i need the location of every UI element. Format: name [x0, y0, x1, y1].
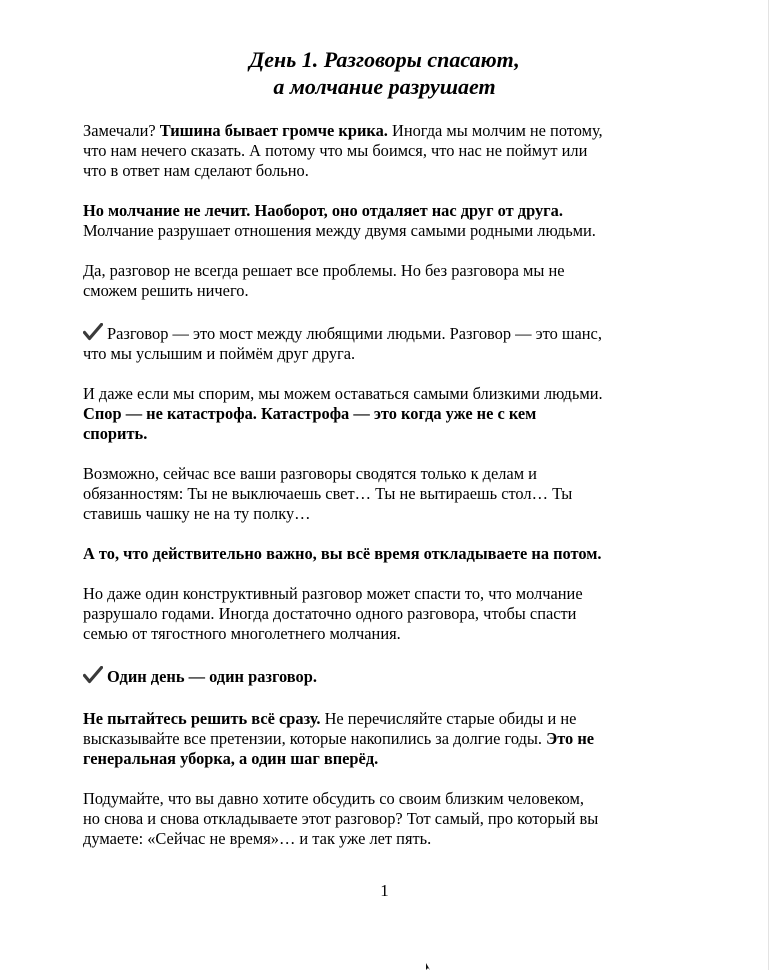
paragraph-2	[83, 201, 683, 241]
text-run: Замечали?	[83, 121, 160, 140]
paragraph-line: Но даже один конструктивный разговор может спасти то, что молчание	[83, 584, 583, 603]
paragraph-line	[83, 323, 683, 344]
paragraph-line	[83, 709, 683, 729]
paragraph-line	[83, 121, 683, 141]
page-title	[0, 46, 769, 100]
paragraph-line: разрушало годами. Иногда достаточно одного разговора, чтобы спасти	[83, 604, 577, 623]
paragraph-line: что мы услышим и поймём друг друга.	[83, 344, 356, 363]
paragraph-line: И даже если мы спорим, мы можем оставаться самыми близкими людьми.	[83, 384, 603, 403]
paragraph-line: Возможно, сейчас все ваши разговоры сводятся только к делам и	[83, 464, 537, 483]
text-run: Разговор — это мост между любящими людьми. Разговор — это шанс,	[107, 324, 602, 343]
cursor-tip-icon	[424, 963, 432, 970]
text-run: Не перечисляйте старые обиды и не	[320, 709, 577, 728]
document-body	[83, 121, 683, 849]
bold-text-run: Тишина бывает громче крика.	[159, 121, 388, 140]
paragraph-11	[83, 789, 683, 849]
paragraph-line: но снова и снова откладываете этот разговор? Тот самый, про который вы	[83, 809, 599, 828]
bold-paragraph-line: Но молчание не лечит. Наоборот, оно отдаляет нас друг от друга.	[83, 201, 563, 220]
bold-text-run: Один день — один разговор.	[107, 667, 317, 686]
title-line-1: День 1. Разговоры спасают,	[249, 47, 520, 72]
paragraph-line: что в ответ нам сделают больно.	[83, 161, 309, 180]
checkmark-icon	[83, 323, 103, 341]
text-run: Иногда мы молчим не потому,	[387, 121, 603, 140]
paragraph-7	[83, 544, 683, 564]
paragraph-line	[83, 729, 683, 749]
paragraph-4	[83, 323, 683, 364]
text-run: высказывайте все претензии, которые накопились за долгие годы.	[83, 729, 547, 748]
paragraph-line: обязанностям: Ты не выключаешь свет… Ты не вытираешь стол… Ты	[83, 484, 573, 503]
paragraph-8	[83, 584, 683, 644]
bold-paragraph-line: генеральная уборка, а один шаг вперёд.	[83, 749, 379, 768]
paragraph-5	[83, 384, 683, 444]
title-line-2: а молчание разрушает	[273, 74, 496, 99]
paragraph-line: что нам нечего сказать. А потому что мы боимся, что нас не поймут или	[83, 141, 588, 160]
bold-text-run: Это не	[546, 729, 595, 748]
paragraph-line: Подумайте, что вы давно хотите обсудить со своим близким человеком,	[83, 789, 584, 808]
paragraph-6	[83, 464, 683, 524]
paragraph-line: Молчание разрушает отношения между двумя самыми родными людьми.	[83, 221, 596, 240]
bold-paragraph-line: Спор — не катастрофа. Катастрофа — это когда уже не с кем	[83, 404, 537, 423]
paragraph-10	[83, 709, 683, 769]
paragraph-1	[83, 121, 683, 181]
checkmark-icon	[83, 666, 103, 684]
paragraph-line: ставишь чашку не на ту полку…	[83, 504, 311, 523]
paragraph-line: сможем решить ничего.	[83, 281, 249, 300]
paragraph-line: думаете: «Сейчас не время»… и так уже лет пять.	[83, 829, 432, 848]
paragraph-line	[83, 666, 683, 687]
page-number: 1	[380, 881, 389, 900]
paragraph-3	[83, 261, 683, 301]
bold-paragraph-line: спорить.	[83, 424, 148, 443]
bold-text-run: Не пытайтесь решить всё сразу.	[83, 709, 321, 728]
paragraph-line: Да, разговор не всегда решает все проблемы. Но без разговора мы не	[83, 261, 565, 280]
paragraph-9	[83, 666, 683, 687]
bold-paragraph-line: А то, что действительно важно, вы всё время откладываете на потом.	[83, 544, 602, 563]
paragraph-line: семью от тягостного многолетнего молчания.	[83, 624, 401, 643]
